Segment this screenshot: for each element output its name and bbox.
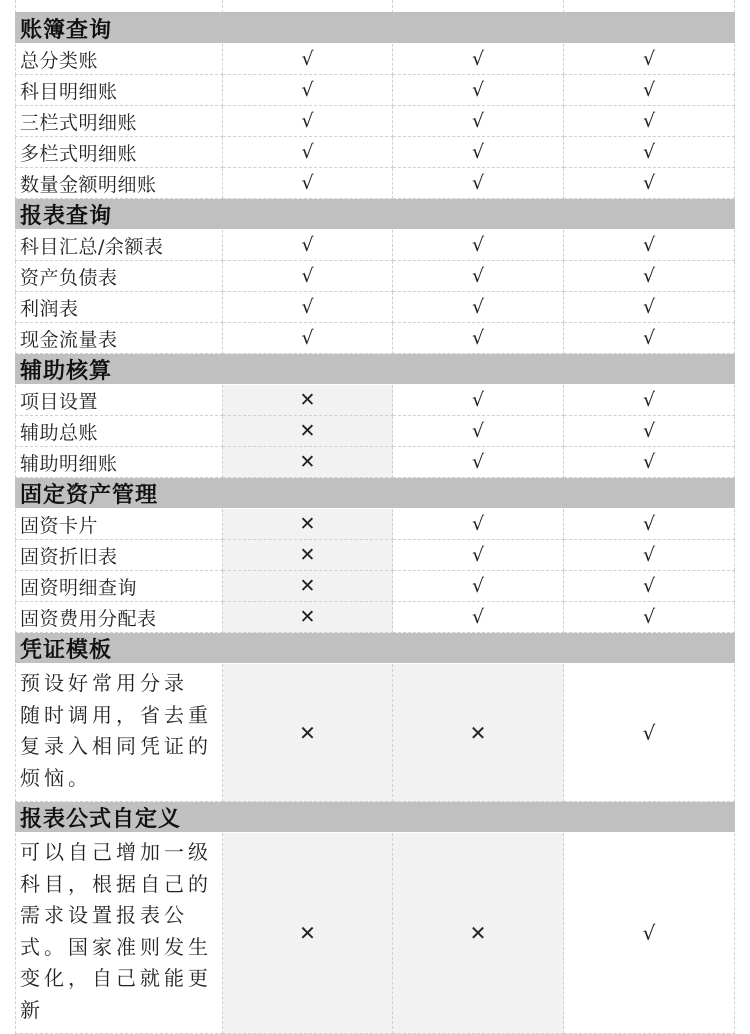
check-mark: √ (393, 447, 564, 478)
check-mark: √ (393, 75, 564, 106)
check-mark: √ (564, 261, 735, 292)
feature-label: 数量金额明细账 (15, 168, 223, 199)
check-mark: √ (564, 230, 735, 261)
check-mark: √ (564, 75, 735, 106)
header-cell (393, 0, 564, 13)
header-cell (564, 0, 735, 13)
table-row (15, 540, 735, 571)
feature-label: 现金流量表 (15, 323, 223, 354)
feature-label: 预设好常用分录 随时调用，省去重复录入相同凭证的烦恼。 (15, 664, 223, 802)
check-mark: √ (393, 44, 564, 75)
check-mark: √ (564, 44, 735, 75)
table-row (15, 664, 735, 802)
cross-mark: ✕ (393, 833, 564, 1034)
check-mark: √ (393, 416, 564, 447)
table-row (15, 261, 735, 292)
check-mark: √ (393, 168, 564, 199)
section-header: 固定资产管理 (15, 478, 735, 509)
check-mark: √ (564, 323, 735, 354)
check-mark: √ (564, 602, 735, 633)
check-mark: √ (393, 323, 564, 354)
check-mark: √ (564, 509, 735, 540)
check-mark: √ (393, 385, 564, 416)
section-header: 账簿查询 (15, 13, 735, 44)
header-strip (15, 0, 735, 13)
section-header: 辅助核算 (15, 354, 735, 385)
cross-mark: ✕ (223, 509, 393, 540)
cross-mark: ✕ (223, 416, 393, 447)
feature-comparison-table (15, 0, 735, 1034)
feature-label: 资产负债表 (15, 261, 223, 292)
cross-mark: ✕ (223, 385, 393, 416)
cross-mark: ✕ (223, 664, 393, 802)
check-mark: √ (564, 168, 735, 199)
feature-label: 固资折旧表 (15, 540, 223, 571)
check-mark: √ (564, 540, 735, 571)
section-header: 报表查询 (15, 199, 735, 230)
feature-label: 固资费用分配表 (15, 602, 223, 633)
check-mark: √ (564, 385, 735, 416)
feature-label: 科目汇总/余额表 (15, 230, 223, 261)
table-row (15, 509, 735, 540)
table-row (15, 385, 735, 416)
cross-mark: ✕ (223, 447, 393, 478)
check-mark: √ (223, 44, 393, 75)
table-row (15, 447, 735, 478)
feature-label: 可以自己增加一级科目，根据自己的需求设置报表公式。国家准则发生变化，自己就能更新 (15, 833, 223, 1034)
table-row (15, 602, 735, 633)
check-mark: √ (564, 833, 735, 1034)
table-row (15, 137, 735, 168)
header-cell (223, 0, 393, 13)
cross-mark: ✕ (223, 602, 393, 633)
check-mark: √ (564, 292, 735, 323)
table-row (15, 416, 735, 447)
header-cell (15, 0, 223, 13)
cross-mark: ✕ (223, 833, 393, 1034)
check-mark: √ (393, 602, 564, 633)
check-mark: √ (564, 416, 735, 447)
table-row (15, 106, 735, 137)
check-mark: √ (223, 230, 393, 261)
check-mark: √ (223, 292, 393, 323)
check-mark: √ (223, 323, 393, 354)
check-mark: √ (564, 664, 735, 802)
check-mark: √ (393, 540, 564, 571)
table-row (15, 230, 735, 261)
cross-mark: ✕ (393, 664, 564, 802)
check-mark: √ (393, 230, 564, 261)
check-mark: √ (393, 261, 564, 292)
table-row (15, 323, 735, 354)
check-mark: √ (393, 509, 564, 540)
check-mark: √ (223, 137, 393, 168)
check-mark: √ (564, 106, 735, 137)
feature-label: 项目设置 (15, 385, 223, 416)
section-header: 报表公式自定义 (15, 802, 735, 833)
check-mark: √ (393, 292, 564, 323)
check-mark: √ (393, 137, 564, 168)
feature-label: 多栏式明细账 (15, 137, 223, 168)
feature-label: 辅助总账 (15, 416, 223, 447)
feature-label: 固资明细查询 (15, 571, 223, 602)
cross-mark: ✕ (223, 540, 393, 571)
table-row (15, 44, 735, 75)
check-mark: √ (564, 571, 735, 602)
feature-label: 三栏式明细账 (15, 106, 223, 137)
feature-label: 科目明细账 (15, 75, 223, 106)
feature-label: 辅助明细账 (15, 447, 223, 478)
check-mark: √ (564, 447, 735, 478)
feature-label: 总分类账 (15, 44, 223, 75)
feature-label: 利润表 (15, 292, 223, 323)
table-row (15, 75, 735, 106)
check-mark: √ (223, 261, 393, 292)
check-mark: √ (223, 168, 393, 199)
table-row (15, 833, 735, 1034)
check-mark: √ (223, 75, 393, 106)
check-mark: √ (393, 106, 564, 137)
section-header: 凭证模板 (15, 633, 735, 664)
cross-mark: ✕ (223, 571, 393, 602)
check-mark: √ (393, 571, 564, 602)
feature-label: 固资卡片 (15, 509, 223, 540)
table-row (15, 571, 735, 602)
check-mark: √ (564, 137, 735, 168)
table-row (15, 292, 735, 323)
check-mark: √ (223, 106, 393, 137)
table-row (15, 168, 735, 199)
